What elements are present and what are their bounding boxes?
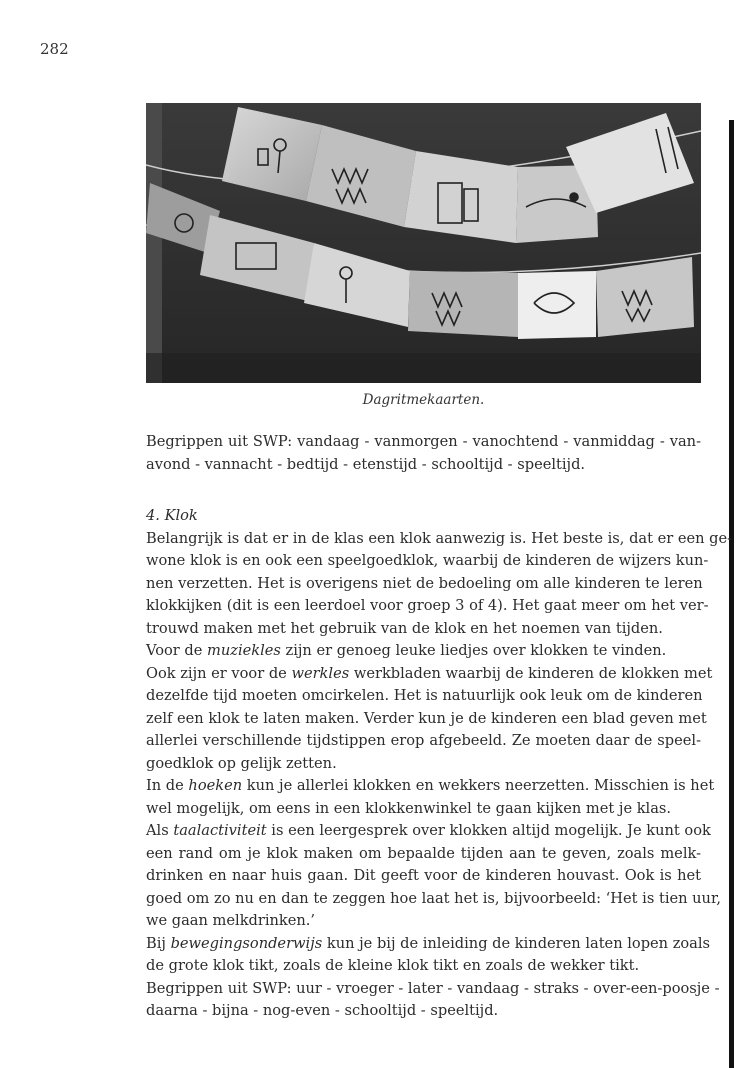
text-line — [146, 550, 709, 573]
page-number: 282 — [40, 40, 69, 58]
text-line: avond - vannacht - bedtijd - etenstijd - schooltijd - speeltijd. — [146, 455, 586, 473]
text-run: Begrippen uit SWP: uur - vroeger - later - vandaag - straks - over-een-poosje - — [146, 979, 720, 997]
text-run: wone klok is en ook een speelgoedklok, waarbij de kinderen de wijzers kun- — [146, 552, 709, 569]
text-run: allerlei verschillende tijdstippen erop afgebeeld. Ze moeten daar de speel- — [146, 732, 701, 749]
text-run: we gaan melkdrinken.’ — [146, 912, 316, 929]
text-run: dezelfde tijd moeten omcirkelen. Het is natuurlijk ook leuk om de kinderen — [146, 687, 703, 704]
figure-caption: Dagritmekaarten. — [362, 392, 485, 408]
text-line — [146, 933, 711, 956]
text-run: wel mogelijk, om eens in een klokkenwinkel te gaan kijken met je klas. — [146, 799, 672, 817]
text-run: de grote klok tikt, zoals de kleine klok tikt en zoals de wekker tikt. — [146, 957, 640, 974]
emphasized-term: taalactiviteit — [173, 822, 267, 839]
text-line — [146, 730, 701, 753]
text-line — [146, 708, 707, 731]
text-line — [146, 775, 715, 798]
text-run: trouwd maken met het gebruik van de klok en het noemen van tijden. — [146, 619, 663, 637]
emphasized-term: bewegingsonderwijs — [170, 934, 323, 952]
text-run: een rand om je klok maken om bepaalde tijden aan te geven, zoals melk- — [146, 844, 701, 862]
text-line — [146, 888, 721, 911]
text-line — [146, 528, 733, 551]
section-klok — [146, 505, 733, 1023]
text-line — [146, 865, 701, 888]
intro-paragraph — [146, 431, 701, 476]
text-line — [146, 573, 701, 596]
scan-edge-bar — [729, 120, 734, 1068]
text-run: Belangrijk is dat er in de klas een klok aanwezig is. Het beste is, dat er een ge- — [146, 529, 733, 547]
text-line — [146, 798, 701, 821]
text-run: goedklok op gelijk zetten. — [146, 754, 337, 772]
text-run: Voor de — [146, 642, 208, 659]
text-run: is een leergesprek over klokken altijd mogelijk. Je kunt ook — [266, 822, 711, 839]
text-run: zelf een klok te laten maken. Verder kun je de kinderen een blad geven met — [146, 709, 707, 727]
text-line — [146, 685, 701, 708]
text-run: Ook zijn er voor de — [146, 664, 292, 682]
text-line — [146, 595, 709, 618]
text-run: klokkijken (dit is een leerdoel voor groep 3 of 4). Het gaat meer om het ver- — [146, 597, 709, 614]
section-heading: 4. Klok — [146, 507, 198, 524]
text-line — [146, 978, 720, 1001]
emphasized-term: hoeken — [188, 777, 243, 794]
text-run: goed om zo nu en dan te zeggen hoe laat het is, bijvoorbeeld: ‘Het is tien uur, — [146, 889, 721, 907]
text-line — [146, 640, 701, 663]
text-run: zijn er genoeg leuke liedjes over klokken te vinden. — [280, 642, 667, 659]
emphasized-term: muziekles — [207, 642, 281, 659]
text-line — [146, 1000, 701, 1023]
text-run: In de — [146, 777, 189, 794]
text-run: Bij — [146, 934, 171, 952]
text-run: nen verzetten. Het is overigens niet de bedoeling om alle kinderen te leren — [146, 574, 703, 592]
text-run: drinken en naar huis gaan. Dit geeft voor de kinderen houvast. Ook is het — [146, 867, 701, 884]
text-line — [146, 663, 713, 686]
text-line — [146, 910, 701, 933]
text-run: werkbladen waarbij de kinderen de klokken met — [349, 664, 713, 682]
text-run: daarna - bijna - nog-even - schooltijd - speeltijd. — [146, 1002, 499, 1019]
emphasized-term: werkles — [291, 664, 350, 682]
text-line — [146, 618, 701, 641]
text-run: Als — [146, 822, 174, 839]
text-run: kun je bij de inleiding de kinderen laten lopen zoals — [322, 934, 711, 952]
text-line — [146, 843, 701, 866]
text-line — [146, 955, 701, 978]
text-line — [146, 820, 711, 843]
figure-photo — [146, 103, 701, 383]
text-run: kun je allerlei klokken en wekkers neerzetten. Misschien is het — [242, 777, 715, 794]
text-line: Begrippen uit SWP: vandaag - vanmorgen - vanochtend - vanmiddag - van- — [146, 433, 701, 450]
text-line — [146, 753, 701, 776]
